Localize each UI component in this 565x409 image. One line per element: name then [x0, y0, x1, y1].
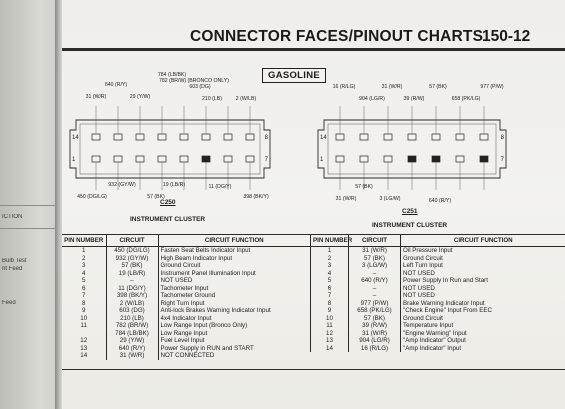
c250-pin-cavity [202, 156, 210, 162]
function-cell: NOT USED [401, 285, 565, 293]
c250-pin-cavity [246, 156, 254, 162]
pin-cell [62, 330, 106, 338]
table-row [62, 330, 310, 338]
c250-wire-label: 210 (LB) [202, 96, 222, 102]
table-row [62, 270, 310, 278]
c251-wire-label: 3 (LG/W) [379, 196, 401, 202]
c251-pinout-table [310, 235, 565, 352]
circuit-cell: 210 (LB) [106, 315, 158, 323]
c250-pin-cavity [136, 134, 144, 140]
circuit-cell: – [106, 277, 158, 285]
c251-pin-number: 8 [500, 135, 504, 141]
c250-pin-cavity [114, 156, 122, 162]
c251-wire-label: 658 (PK/LG) [451, 96, 481, 102]
pin-cell: 12 [80, 337, 88, 344]
circuit-cell: 19 (LB/R) [106, 270, 158, 278]
c250-pin-cavity [158, 134, 166, 140]
c250-wire-label: 31 (W/R) [85, 94, 107, 100]
circuit-cell: 782 (BR/W) [106, 322, 158, 330]
c250-pin-cavity [180, 134, 188, 140]
c250-label: C250 [160, 199, 176, 206]
c251-caption: INSTRUMENT CLUSTER [372, 222, 448, 229]
c251-pin-cavity [432, 156, 440, 162]
c251-pin-cavity [456, 156, 464, 162]
pin-cell: 7 [82, 292, 86, 299]
table-row [311, 270, 565, 278]
c251-pin-number: 1 [320, 157, 324, 163]
prev-page-fragment: Bulb Test [2, 258, 27, 264]
table-row [62, 262, 310, 270]
c251-label: C251 [402, 208, 418, 215]
table-row [62, 345, 310, 353]
circuit-cell: – [349, 285, 401, 293]
c251-pin-number: 14 [320, 135, 327, 141]
circuit-cell: 57 (BK) [349, 315, 401, 323]
function-cell: Temperature Input [401, 322, 565, 330]
table-row [62, 255, 310, 263]
prev-page-fragment: Feed [2, 300, 16, 306]
c250-pin-cavity [224, 156, 232, 162]
function-cell: Power Supply in RUN and START [158, 345, 310, 353]
pin-cell: 9 [327, 307, 332, 314]
function-cell: NOT CONNECTED [158, 352, 310, 360]
c250-pin-number: 14 [72, 135, 79, 141]
c250-wire-label: 398 (BK/Y) [243, 194, 269, 200]
pin-cell: 6 [82, 284, 86, 292]
circuit-cell: 658 (PK/LG) [349, 307, 401, 315]
function-cell: Left Turn Input [401, 262, 565, 270]
c250-pin-number: 8 [264, 135, 268, 141]
c251-pin-cavity [432, 134, 440, 140]
table-row [62, 285, 310, 293]
c250-pin-cavity [246, 134, 254, 140]
circuit-cell: 2 (W/LB) [106, 300, 158, 308]
function-cell: Tachometer Input [158, 285, 310, 293]
table-row [62, 352, 310, 360]
pin-cell: 8 [82, 299, 86, 307]
c250-pin-cavity [92, 134, 100, 140]
c251-pin-cavity [360, 134, 368, 140]
pin-cell: 11 [326, 322, 333, 329]
circuit-cell: 450 (DG/LG) [106, 247, 158, 255]
function-cell: Fuel Level Input [158, 337, 310, 345]
c250-wire-label: 11 (DG/Y) [208, 184, 232, 190]
c250-pin-cavity [180, 156, 188, 162]
function-cell: Ground Circuit [401, 255, 565, 263]
circuit-cell: 640 (R/Y) [106, 345, 158, 353]
prev-page-rule [0, 205, 58, 206]
pin-cell: 10 [80, 314, 88, 322]
c251-pin-cavity [408, 134, 416, 140]
pin-cell: 2 [327, 254, 332, 262]
pin-cell: 14 [80, 352, 88, 359]
circuit-cell: 39 (R/W) [349, 322, 401, 330]
function-cell: Ground Circuit [158, 262, 310, 270]
table-row [311, 255, 565, 263]
c250-pin-cavity [158, 156, 166, 162]
pin-cell: 1 [327, 247, 332, 254]
c250-pinout-table [62, 235, 310, 360]
gasoline-label: GASOLINE [262, 68, 326, 83]
function-cell: Ground Circuit [401, 315, 565, 323]
table-row [311, 330, 565, 338]
c250-pin-cavity [202, 134, 210, 140]
c251-pin-cavity [456, 134, 464, 140]
pin-cell: 13 [80, 344, 88, 352]
pin-cell: 2 [82, 254, 86, 262]
pin-cell: 5 [82, 277, 86, 284]
function-cell: Power Supply In Run and Start [401, 277, 565, 285]
c250-wire-label: 603 (DG) [189, 84, 211, 90]
prev-page-fragment: ICTION [2, 214, 23, 220]
circuit-cell: 57 (BK) [349, 255, 401, 263]
circuit-cell: 904 (LG/R) [349, 337, 401, 345]
c251-wire-label: 31 (W/R) [381, 84, 403, 90]
c250-wire-label: 19 (LB/R) [162, 182, 186, 188]
c251-pin-cavity [384, 156, 392, 162]
c251-pin-cavity [360, 156, 368, 162]
circuit-cell: – [349, 270, 401, 278]
table-row [62, 292, 310, 300]
prev-page-rule [0, 228, 58, 229]
table-row [62, 247, 310, 255]
circuit-cell: 11 (DG/Y) [106, 285, 158, 293]
c251-wire-label: 57 (BK) [429, 84, 447, 90]
pin-cell: 9 [82, 307, 86, 314]
pin-cell: 11 [80, 322, 87, 329]
table-row [311, 300, 565, 308]
table-row [311, 285, 565, 293]
header-rule [62, 48, 565, 51]
pin-cell: 4 [327, 269, 332, 277]
page-number: 150-12 [482, 28, 531, 45]
circuit-cell: 31 (W/R) [106, 352, 158, 360]
c250-wire-label: 450 (DG/LG) [77, 194, 107, 200]
circuit-header: CIRCUIT [106, 235, 158, 247]
circuit-cell: 977 (P/W) [349, 300, 401, 308]
c250-wire-label: 57 (BK) [147, 194, 165, 200]
circuit-cell: 640 (R/Y) [349, 277, 401, 285]
table-row [311, 337, 565, 345]
c250-wire-label: 782 (BR/W) (BRONCO ONLY) [159, 78, 229, 84]
pin-cell: 10 [326, 314, 333, 322]
table-row [311, 322, 565, 330]
function-cell: "Amp Indicator" Output [401, 337, 565, 345]
pin-cell: 8 [327, 299, 332, 307]
table-row [62, 300, 310, 308]
c250-wire-label: 640 (R/Y) [104, 82, 128, 88]
function-cell: Instrument Panel Illumination Input [158, 270, 310, 278]
table-row [311, 315, 565, 323]
function-cell: Low Range Input (Bronco Only) [158, 322, 310, 330]
pin-number-header: PIN NUMBER [311, 235, 349, 247]
c251-wire-label: 904 (LG/R) [359, 96, 385, 102]
pin-cell: 1 [82, 247, 86, 254]
function-cell: Tachometer Ground [158, 292, 310, 300]
table-row [62, 307, 310, 315]
c250-pin-number: 1 [72, 157, 76, 163]
circuit-cell: 29 (Y/W) [106, 337, 158, 345]
table-row [62, 277, 310, 285]
manual-page [62, 0, 565, 409]
c251-pin-cavity [336, 156, 344, 162]
c250-connector-body [70, 120, 270, 178]
circuit-cell: 31 (W/R) [349, 330, 401, 338]
pin-cell: 3 [82, 262, 86, 269]
function-cell: "Engine Warning" Input [401, 330, 565, 338]
pin-cell: 12 [326, 329, 333, 337]
function-cell: Low Range Input [158, 330, 310, 338]
prev-page-fragment: nt Feed [2, 266, 23, 272]
c251-wire-label: 57 (BK) [355, 184, 373, 190]
pin-cell: 3 [327, 262, 332, 269]
c251-pin-cavity [480, 134, 488, 140]
pin-cell: 6 [327, 284, 332, 292]
circuit-cell: 603 (DG) [106, 307, 158, 315]
circuit-cell: 932 (GY/W) [106, 255, 158, 263]
previous-page [0, 0, 58, 409]
c251-wire-label: 39 (R/W) [403, 96, 425, 102]
circuit-function-header: CIRCUIT FUNCTION [158, 235, 310, 247]
c250-pin-cavity [224, 134, 232, 140]
c250-wire-label: 932 (GY/W) [108, 182, 136, 188]
function-cell: 4x4 Indicator Input [158, 315, 310, 323]
c250-pin-cavity [114, 134, 122, 140]
c250-pin-cavity [92, 156, 100, 162]
c251-pin-cavity [336, 134, 344, 140]
page-title: CONNECTOR FACES/PINOUT CHARTS [190, 28, 484, 45]
circuit-cell: 16 (R/LG) [349, 345, 401, 353]
pin-number-header: PIN NUMBER [62, 235, 106, 247]
function-cell: NOT USED [401, 292, 565, 300]
table-row [311, 292, 565, 300]
circuit-cell: 3 (LG/W) [349, 262, 401, 270]
c251-pin-cavity [384, 134, 392, 140]
connector-diagrams [62, 58, 565, 228]
pin-cell: 14 [326, 344, 333, 352]
pin-cell: 13 [326, 337, 333, 344]
table-row [311, 307, 565, 315]
table-row [311, 345, 565, 353]
function-cell: "Check Engine" Input From EEC [401, 307, 565, 315]
circuit-cell: 784 (LB/BK) [106, 330, 158, 338]
function-cell: Anti-lock Brakes Warning Indicator Input [158, 307, 310, 315]
function-cell: Fasten Seat Belts Indicator Input [158, 247, 310, 255]
function-cell: Right Turn Input [158, 300, 310, 308]
c250-pin-number: 7 [264, 157, 268, 163]
c250-wire-label: 2 (W/LB) [235, 96, 257, 102]
circuit-cell: 398 (BK/Y) [106, 292, 158, 300]
circuit-cell: – [349, 292, 401, 300]
pin-cell: 7 [327, 292, 332, 299]
circuit-header: CIRCUIT [349, 235, 401, 247]
pin-cell: 5 [327, 277, 332, 284]
c250-connector-inner [80, 124, 260, 174]
table-row [311, 262, 565, 270]
circuit-cell: 31 (W/R) [349, 247, 401, 255]
c251-pin-cavity [480, 156, 488, 162]
function-cell: "Amp Indicator" Input [401, 345, 565, 353]
function-cell: Oil Pressure Input [401, 247, 565, 255]
function-cell: NOT USED [401, 270, 565, 278]
function-cell: Brake Warning Indicator Input [401, 300, 565, 308]
c251-wire-label: 977 (P/W) [480, 84, 504, 90]
c251-wire-label: 16 (R/LG) [332, 84, 356, 90]
c251-wire-label: 31 (W/R) [335, 196, 357, 202]
pin-cell: 4 [82, 269, 86, 277]
c250-caption: INSTRUMENT CLUSTER [130, 216, 206, 223]
table-row [62, 315, 310, 323]
function-cell: NOT USED [158, 277, 310, 285]
c251-pin-cavity [408, 156, 416, 162]
c250-wire-label: 29 (Y/W) [129, 94, 151, 100]
table-row [62, 322, 310, 330]
table-row [311, 247, 565, 255]
table-row [62, 337, 310, 345]
function-cell: High Beam Indicator Input [158, 255, 310, 263]
c251-wire-label: 640 (R/Y) [428, 198, 452, 204]
c250-pin-cavity [136, 156, 144, 162]
circuit-function-header: CIRCUIT FUNCTION [401, 235, 565, 247]
c250-wire-label: 784 (LB/BK) [157, 72, 187, 78]
table-row [311, 277, 565, 285]
c251-pin-number: 7 [500, 157, 504, 163]
circuit-cell: 57 (BK) [106, 262, 158, 270]
